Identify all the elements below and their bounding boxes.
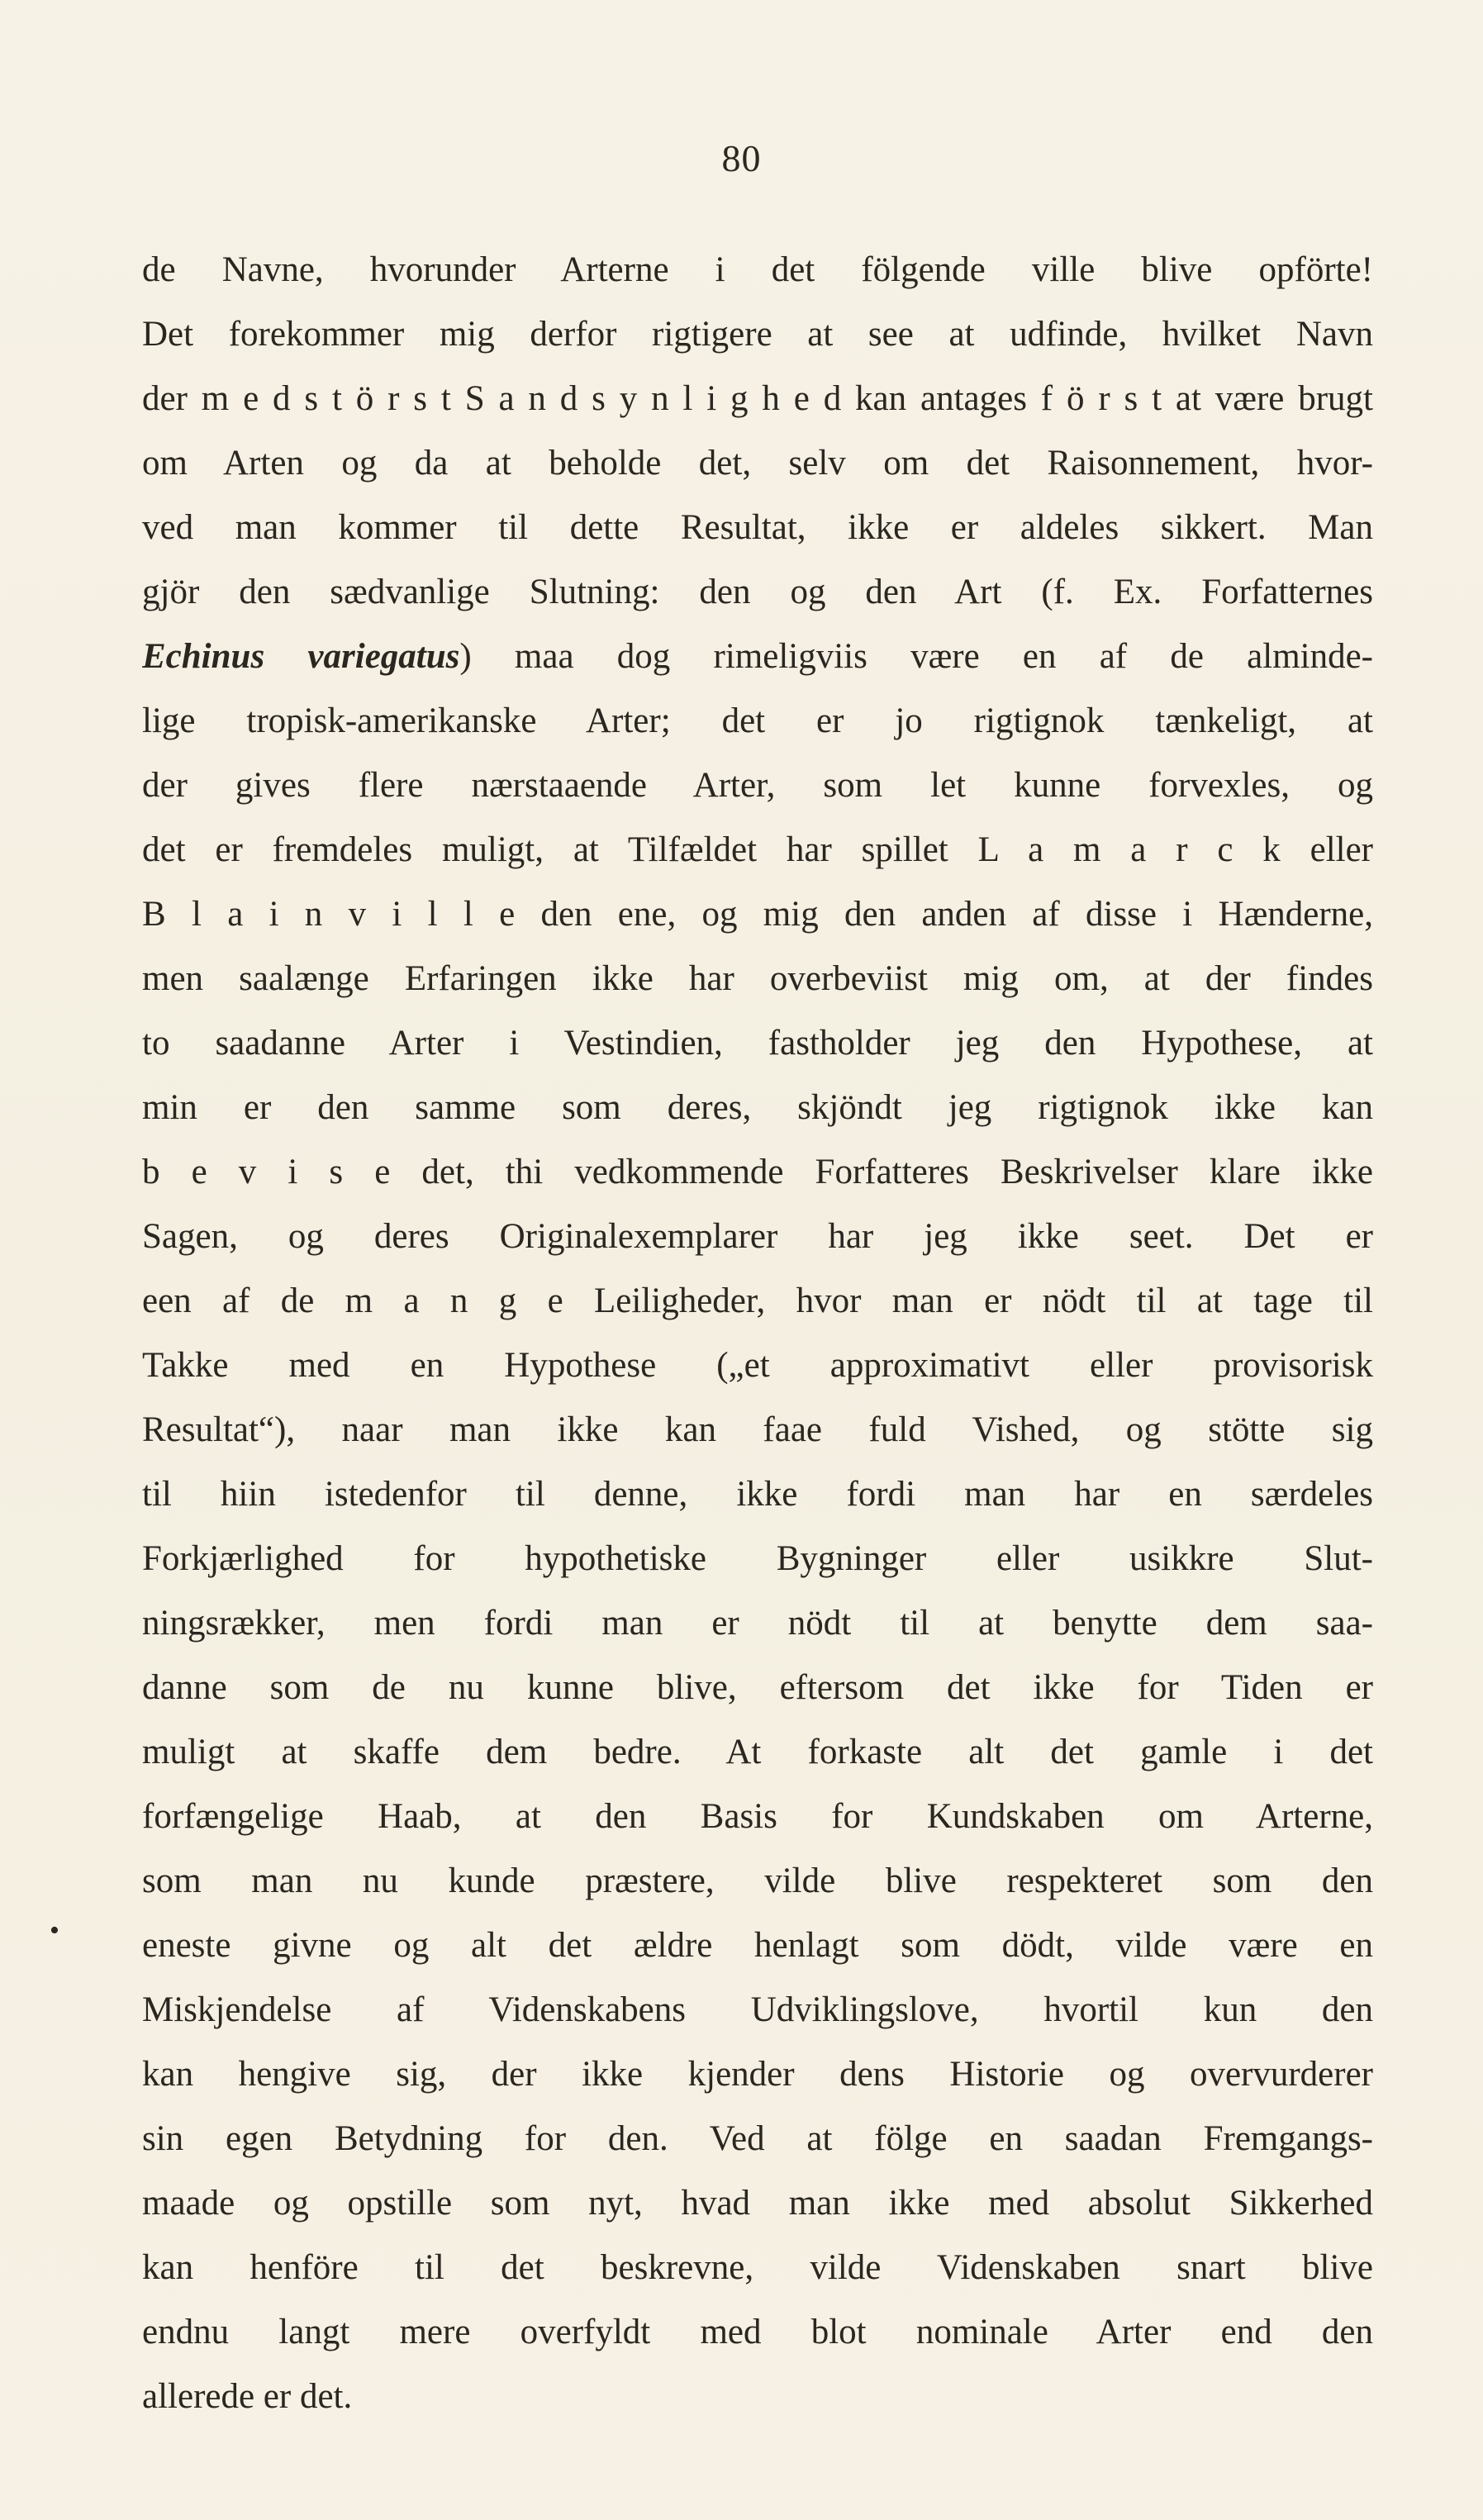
- margin-mark: •: [50, 1915, 59, 1946]
- text-line-27: eneste givne og alt det ældre henlagt som dödt, vilde være en: [142, 1926, 1373, 1965]
- text-line-12: men saalænge Erfaringen ikke har overbeviist mig om, at der findes: [142, 959, 1373, 998]
- text-line-26: som man nu kunde præstere, vilde blive respekteret som den: [142, 1861, 1373, 1900]
- text-line-16: Sagen, og deres Originalexemplarer har jeg ikke seet. Det er: [142, 1217, 1373, 1256]
- text-line-28: Miskjendelse af Videnskabens Udviklingslove, hvortil kun den: [142, 1990, 1373, 2029]
- text-line-9: der gives flere nærstaaende Arter, som let kunne forvexles, og: [142, 766, 1373, 805]
- text-line-22: ningsrækker, men fordi man er nödt til at benytte dem saa-: [142, 1604, 1373, 1643]
- text-line-3: der m e d s t ö r s t S a n d s y n l i g h e d kan antages f ö r s t at være brugt: [142, 379, 1373, 418]
- text-line-7-rest: ) maa dog rimeligviis være en af de alminde-: [459, 637, 1373, 676]
- species-name-italic: Echinus variegatus: [142, 637, 460, 676]
- text-line-1: de Navne, hvorunder Arterne i det fölgende ville blive opförte!: [142, 250, 1373, 289]
- text-line-25: forfængelige Haab, at den Basis for Kundskaben om Arterne,: [142, 1797, 1373, 1836]
- text-line-18: Takke med en Hypothese („et approximativt eller provisorisk: [142, 1346, 1373, 1385]
- text-line-24: muligt at skaffe dem bedre. At forkaste alt det gamle i det: [142, 1733, 1373, 1771]
- text-line-13: to saadanne Arter i Vestindien, fastholder jeg den Hypothese, at: [142, 1024, 1373, 1063]
- text-line-15: b e v i s e det, thi vedkommende Forfatteres Beskrivelser klare ikke: [142, 1153, 1373, 1191]
- text-line-33: endnu langt mere overfyldt med blot nominale Arter end den: [142, 2313, 1373, 2351]
- text-line-14: min er den samme som deres, skjöndt jeg rigtignok ikke kan: [142, 1088, 1373, 1127]
- text-line-21: Forkjærlighed for hypothetiske Bygninger eller usikkre Slut-: [142, 1539, 1373, 1578]
- text-line-2: Det forekommer mig derfor rigtigere at see at udfinde, hvilket Navn: [142, 315, 1373, 354]
- body-text: [142, 238, 1373, 2429]
- text-line-31: maade og opstille som nyt, hvad man ikke med absolut Sikkerhed: [142, 2184, 1373, 2223]
- text-line-23: danne som de nu kunne blive, eftersom det ikke for Tiden er: [142, 1668, 1373, 1707]
- text-line-34: allerede er det.: [142, 2377, 353, 2416]
- text-line-20: til hiin istedenfor til denne, ikke fordi man har en særdeles: [142, 1475, 1373, 1514]
- text-line-7: [142, 625, 1373, 689]
- text-line-30: sin egen Betydning for den. Ved at fölge en saadan Fremgangs-: [142, 2119, 1373, 2158]
- page-number: 80: [721, 137, 762, 179]
- text-line-10: det er fremdeles muligt, at Tilfældet har spillet L a m a r c k eller: [142, 830, 1373, 869]
- text-line-5: ved man kommer til dette Resultat, ikke er aldeles sikkert. Man: [142, 508, 1373, 547]
- text-line-17: een af de m a n g e Leiligheder, hvor man er nödt til at tage til: [142, 1281, 1373, 1320]
- text-line-6: gjör den sædvanlige Slutning: den og den Art (f. Ex. Forfatternes: [142, 573, 1373, 611]
- text-line-4: om Arten og da at beholde det, selv om det Raisonnement, hvor-: [142, 444, 1373, 483]
- text-line-11: B l a i n v i l l e den ene, og mig den anden af disse i Hænderne,: [142, 895, 1373, 934]
- text-line-32: kan henföre til det beskrevne, vilde Videnskaben snart blive: [142, 2248, 1373, 2287]
- text-line-19: Resultat“), naar man ikke kan faae fuld Vished, og stötte sig: [142, 1410, 1373, 1449]
- text-line-8: lige tropisk-amerikanske Arter; det er jo rigtignok tænkeligt, at: [142, 701, 1373, 740]
- text-line-29: kan hengive sig, der ikke kjender dens Historie og overvurderer: [142, 2055, 1373, 2094]
